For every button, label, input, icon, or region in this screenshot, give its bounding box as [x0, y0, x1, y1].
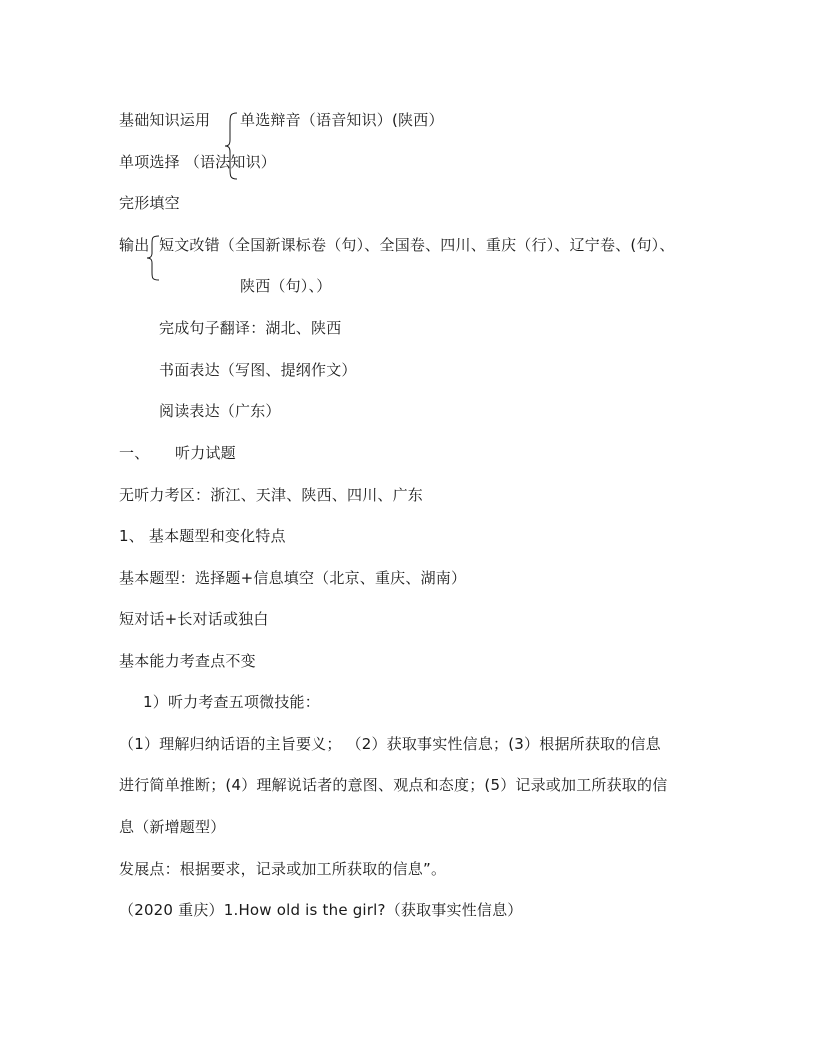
item-error-correction: 短文改错（全国新课标卷（句）、全国卷、四川、重庆（行）、辽宁卷、(句）、	[159, 236, 675, 254]
item-cloze: 完形填空	[119, 194, 180, 212]
item-reading-expression: 阅读表达（广东）	[159, 402, 281, 420]
item-single-choice-phonetics: 单选辩音（语音知识）(陕西）	[240, 111, 444, 129]
heading-output: 输出	[119, 236, 150, 254]
paragraph-skills-line-2: 进行简单推断；(4）理解说话者的意图、观点和态度；(5）记录或加工所获取的信	[119, 776, 668, 794]
heading-basic-knowledge: 基础知识运用	[119, 111, 211, 129]
subheading-question-types: 1、 基本题型和变化特点	[119, 527, 286, 545]
text-dialog-types: 短对话+长对话或独白	[119, 610, 269, 628]
text-basic-question-types: 基本题型：选择题+信息填空（北京、重庆、湖南）	[119, 569, 467, 587]
item-single-choice-grammar: 单项选择 （语法知识）	[119, 153, 276, 171]
subheading-five-skills: 1）听力考查五项微技能：	[143, 693, 320, 711]
paragraph-skills-line-1: （1）理解归纳话语的主旨要义； （2）获取事实性信息；(3）根据所获取的信息	[119, 735, 661, 753]
text-example-question: （2020 重庆）1.How old is the girl?（获取事实性信息）	[119, 901, 523, 919]
item-written-expression: 书面表达（写图、提纲作文）	[159, 361, 357, 379]
item-error-correction-cont: 陕西（句）、）	[240, 277, 332, 295]
item-sentence-translation: 完成句子翻译：湖北、陕西	[159, 319, 342, 337]
text-no-listening-regions: 无听力考区：浙江、天津、陕西、四川、广东	[119, 486, 424, 504]
section-title-listening: 听力试题	[175, 444, 236, 462]
text-development-point: 发展点：根据要求，记录或加工所获取的信息”。	[119, 860, 447, 878]
section-number: 一、	[119, 444, 150, 462]
text-ability-unchanged: 基本能力考查点不变	[119, 652, 256, 670]
brace-grouping-output	[146, 235, 158, 281]
paragraph-skills-line-3: 息（新增题型）	[119, 818, 226, 836]
